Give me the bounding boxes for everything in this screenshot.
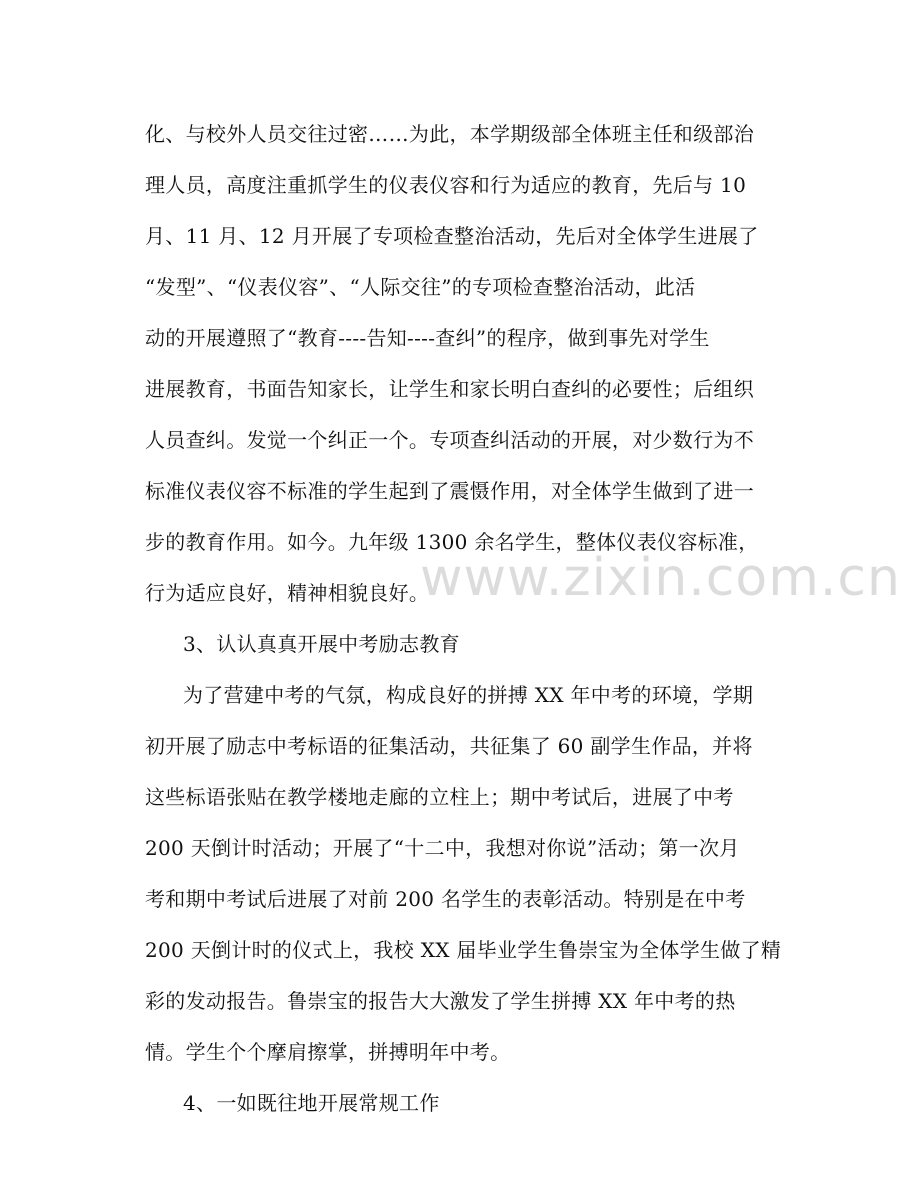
paragraph-line: 200 天倒计时的仪式上，我校 XX 届毕业学生鲁崇宝为全体学生做了精	[145, 938, 782, 962]
watermark: www.zixin.com.cn	[420, 548, 901, 608]
section-heading-4: 4、一如既往地开展常规工作	[183, 1091, 440, 1115]
paragraph-line: “发型”、“仪表仪容”、“人际交往”的专项检查整治活动，此活	[145, 275, 696, 299]
paragraph-line: 为了营建中考的气氛，构成良好的拼搏 XX 年中考的环境，学期	[183, 683, 754, 707]
paragraph-line: 进展教育，书面告知家长，让学生和家长明白查纠的必要性；后组织	[145, 377, 754, 401]
paragraph-line: 化、与校外人员交往过密……为此，本学期级部全体班主任和级部治	[145, 122, 754, 146]
paragraph-line: 月、11 月、12 月开展了专项检查整治活动，先后对全体学生进展了	[145, 224, 759, 248]
paragraph-line: 理人员，高度注重抓学生的仪表仪容和行为适应的教育，先后与 10	[145, 173, 747, 197]
paragraph-line: 彩的发动报告。鲁崇宝的报告大大激发了学生拼搏 XX 年中考的热	[145, 989, 736, 1013]
paragraph-line: 情。学生个个摩肩擦掌，拼搏明年中考。	[145, 1040, 511, 1064]
paragraph-line: 这些标语张贴在教学楼地走廊的立柱上；期中考试后，进展了中考	[145, 785, 734, 809]
section-heading-3: 3、认认真真开展中考励志教育	[183, 632, 460, 656]
paragraph-line: 动的开展遵照了“教育----告知----查纠”的程序，做到事先对学生	[145, 326, 710, 350]
paragraph-line: 标准仪表仪容不标准的学生起到了震慑作用，对全体学生做到了进一	[145, 479, 754, 503]
paragraph-line: 行为适应良好，精神相貌良好。	[145, 581, 430, 605]
paragraph-line: 200 天倒计时活动；开展了“十二中，我想对你说”活动；第一次月	[145, 836, 740, 860]
paragraph-line: 初开展了励志中考标语的征集活动，共征集了 60 副学生作品，并将	[145, 734, 753, 758]
paragraph-line: 步的教育作用。如今。九年级 1300 余名学生，整体仪表仪容标准，	[145, 530, 759, 554]
paragraph-line: 考和期中考试后进展了对前 200 名学生的表彰活动。特别是在中考	[145, 887, 746, 911]
paragraph-line: 人员查纠。发觉一个纠正一个。专项查纠活动的开展，对少数行为不	[145, 428, 754, 452]
